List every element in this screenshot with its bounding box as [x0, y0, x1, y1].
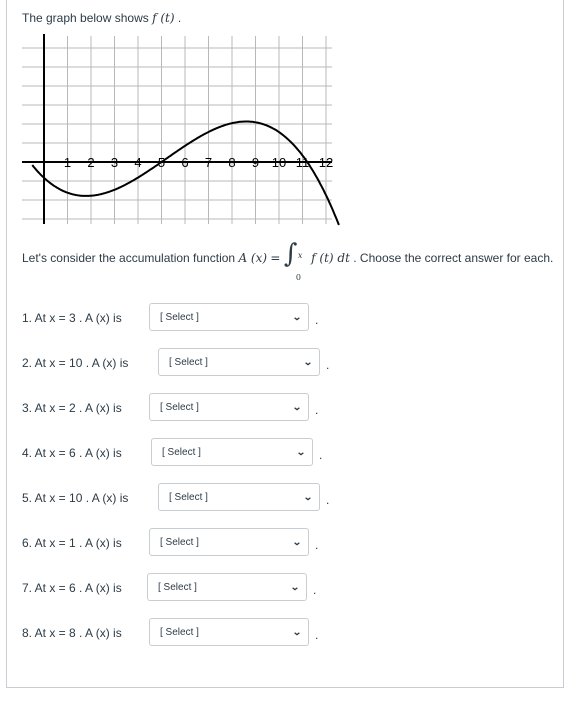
answer-select[interactable]	[149, 618, 309, 646]
chevron-down-icon: ⌄	[295, 446, 306, 458]
chevron-down-icon: ⌄	[302, 491, 313, 503]
question-label: 1. At x = 3 . A (x) is	[22, 311, 122, 325]
prompt-text	[22, 239, 562, 282]
question-period: .	[326, 493, 330, 507]
prompt-tail: . Choose the correct answer for each.	[353, 251, 554, 266]
function-curve	[32, 122, 339, 226]
question-label: 5. At x = 10 . A (x) is	[22, 491, 129, 505]
answer-select-value: [ Select ]	[160, 401, 199, 413]
question-label: 7. At x = 6 . A (x) is	[22, 581, 122, 595]
answer-select[interactable]	[151, 438, 313, 466]
question-period: .	[315, 313, 319, 327]
chevron-down-icon: ⌄	[302, 356, 313, 368]
prompt-integrand: f (t) dt	[311, 251, 350, 266]
question-period: .	[315, 628, 319, 642]
graph-grid	[22, 36, 332, 224]
answer-select[interactable]	[149, 303, 309, 331]
chevron-down-icon: ⌄	[291, 401, 302, 413]
function-graph	[22, 34, 342, 226]
intro-period: .	[177, 11, 182, 25]
question-label: 3. At x = 2 . A (x) is	[22, 401, 122, 415]
intro-label: The graph below shows	[22, 11, 149, 25]
intro-function: f (t)	[152, 11, 175, 25]
chevron-down-icon: ⌄	[289, 581, 300, 593]
x-tick-label: 12	[318, 155, 334, 170]
intro-text	[22, 11, 181, 25]
answer-select[interactable]	[149, 393, 309, 421]
answer-select-value: [ Select ]	[169, 491, 208, 503]
question-period: .	[326, 358, 330, 372]
question-period: .	[315, 403, 319, 417]
graph-axes	[22, 34, 332, 224]
answer-select-value: [ Select ]	[160, 536, 199, 548]
integral-upper: x	[297, 251, 303, 260]
answer-select[interactable]	[158, 348, 320, 376]
answer-select-value: [ Select ]	[160, 626, 199, 638]
integral-sign: ∫ x 0	[284, 244, 308, 274]
prompt-function: A (x)	[238, 251, 268, 266]
chevron-down-icon: ⌄	[291, 311, 302, 323]
chevron-down-icon: ⌄	[291, 536, 302, 548]
answer-select[interactable]	[147, 573, 307, 601]
question-label: 4. At x = 6 . A (x) is	[22, 446, 122, 460]
answer-select[interactable]	[158, 483, 320, 511]
x-tick-label: 3	[110, 155, 119, 170]
prompt-lead: Let's consider the accumulation function	[22, 251, 236, 266]
question-period: .	[319, 448, 323, 462]
answer-select-value: [ Select ]	[160, 311, 199, 323]
x-tick-label: 1	[63, 155, 72, 170]
x-tick-label: 2	[87, 155, 95, 170]
answer-select-value: [ Select ]	[158, 581, 197, 593]
answer-select-value: [ Select ]	[162, 446, 201, 458]
x-tick-label: 9	[251, 155, 260, 170]
question-label: 2. At x = 10 . A (x) is	[22, 356, 129, 370]
x-tick-label: 6	[181, 155, 189, 170]
question-period: .	[313, 583, 317, 597]
question-label: 6. At x = 1 . A (x) is	[22, 536, 122, 550]
answer-select[interactable]	[149, 528, 309, 556]
x-tick-label: 8	[228, 155, 236, 170]
chevron-down-icon: ⌄	[291, 626, 302, 638]
answer-select-value: [ Select ]	[169, 356, 208, 368]
integral-lower: 0	[295, 273, 301, 282]
x-tick-label: 7	[204, 155, 213, 170]
prompt-equals: =	[270, 251, 281, 266]
question-period: .	[315, 538, 319, 552]
x-tick-label: 4	[134, 155, 142, 170]
x-tick-label: 10	[271, 155, 287, 170]
x-tick-label: 11	[295, 155, 310, 170]
question-label: 8. At x = 8 . A (x) is	[22, 626, 122, 640]
x-tick-label: 5	[157, 155, 166, 170]
